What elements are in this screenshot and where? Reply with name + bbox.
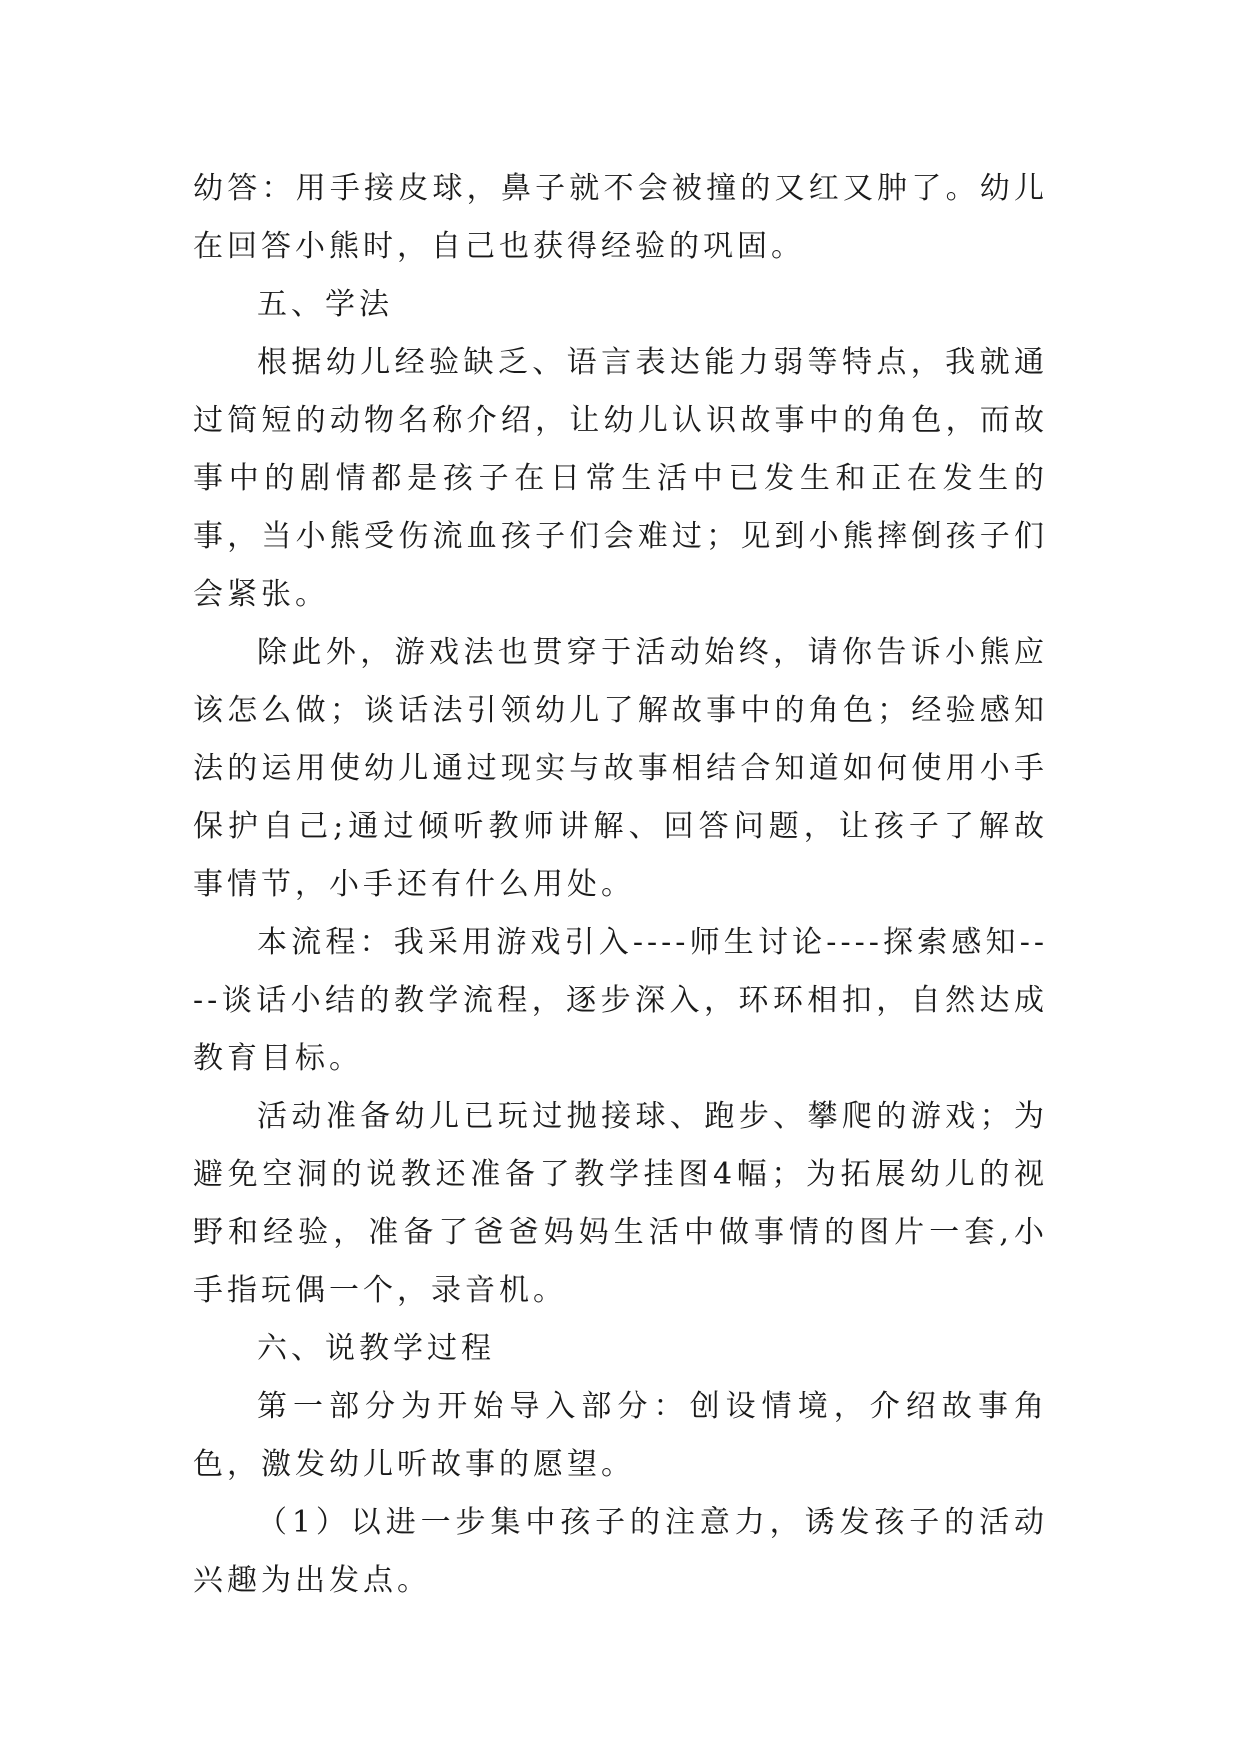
paragraph-item-one: （1）以进一步集中孩子的注意力，诱发孩子的活动兴趣为出发点。 — [193, 1505, 1048, 1598]
section-heading-learning-method: 五、学法 — [257, 287, 393, 322]
paragraph-process: 本流程：我采用游戏引入----师生讨论----探索感知----谈话小结的教学流程，逐步深入，环环相扣，自然达成教育目标。 — [193, 925, 1048, 1076]
paragraph-preparation: 活动准备幼儿已玩过抛接球、跑步、攀爬的游戏；为避免空洞的说教还准备了教学挂图4幅；为拓展幼儿的视野和经验，准备了爸爸妈妈生活中做事情的图片一套,小手指玩偶一个，录音机。 — [193, 1099, 1048, 1308]
paragraph-learning-method: 根据幼儿经验缺乏、语言表达能力弱等特点，我就通过简短的动物名称介绍，让幼儿认识故事中的角色，而故事中的剧情都是孩子在日常生活中已发生和正在发生的事，当小熊受伤流血孩子们会难过；见到小熊摔倒孩子们会紧张。 — [193, 345, 1048, 612]
paragraph-answer: 幼答：用手接皮球，鼻子就不会被撞的又红又肿了。幼儿在回答小熊时，自己也获得经验的巩固。 — [193, 171, 1048, 264]
paragraph-part-one: 第一部分为开始导入部分：创设情境，介绍故事角色，激发幼儿听故事的愿望。 — [193, 1389, 1048, 1482]
document-body — [193, 160, 1048, 1610]
section-heading-teaching-process: 六、说教学过程 — [257, 1331, 495, 1366]
paragraph-methods: 除此外，游戏法也贯穿于活动始终，请你告诉小熊应该怎么做；谈话法引领幼儿了解故事中的角色；经验感知法的运用使幼儿通过现实与故事相结合知道如何使用小手保护自己;通过倾听教师讲解、回答问题，让孩子了解故事情节，小手还有什么用处。 — [193, 635, 1048, 902]
